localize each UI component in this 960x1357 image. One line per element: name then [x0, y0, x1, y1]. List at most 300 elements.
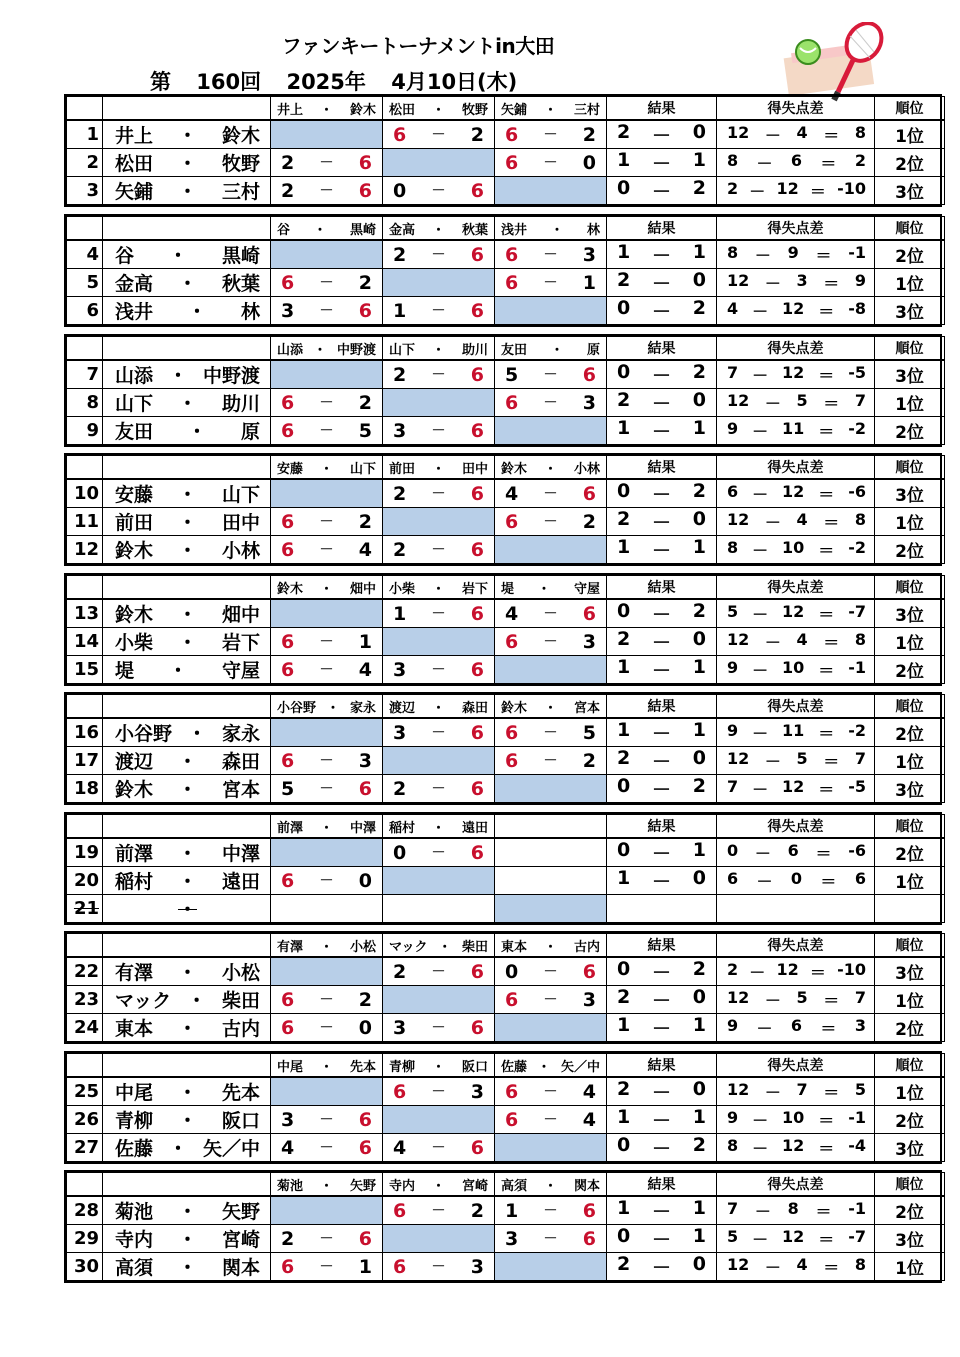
score-opponent: 1: [358, 1255, 372, 1278]
player-1-name: 佐藤: [115, 1138, 154, 1160]
score-opponent: 3: [582, 630, 596, 653]
pair-name: [103, 360, 271, 389]
point-difference: [717, 508, 875, 536]
rank: 2位: [875, 1196, 945, 1225]
match-score: [495, 240, 607, 269]
score-pair: [383, 420, 494, 442]
points-against: 11: [782, 721, 805, 740]
equals: ＝: [823, 991, 840, 1010]
dash: －: [319, 780, 334, 797]
header-rank: 順位: [875, 1054, 945, 1078]
points-for: 12: [727, 1080, 750, 1099]
score-own: 6: [281, 658, 295, 681]
header-result: 結果: [607, 576, 717, 600]
player-2-name: 中野渡: [202, 365, 260, 387]
player-1-name: 東本: [115, 1018, 154, 1040]
player-1-name: 鈴木: [115, 779, 154, 801]
rank: 2位: [875, 1106, 945, 1134]
score-opponent: 6: [358, 179, 372, 202]
separator: ・: [177, 1257, 197, 1279]
losses: 1: [692, 656, 706, 678]
match-score: [271, 269, 383, 297]
standings-table: [66, 933, 945, 1042]
score-opponent: 3: [582, 391, 596, 414]
opponent-header: [271, 97, 383, 121]
match-score: [271, 895, 383, 923]
win-loss-result: [607, 1225, 717, 1253]
opponent-pair: [495, 219, 606, 238]
score-own: 3: [281, 299, 295, 322]
points-for: 4: [727, 299, 739, 318]
point-difference: [717, 838, 875, 867]
table-row: [67, 120, 945, 149]
dash: －: [319, 541, 334, 558]
score-opponent: 6: [470, 960, 484, 983]
losses: 2: [692, 958, 706, 980]
win-loss-result: [607, 177, 717, 205]
opponent-header: [383, 934, 495, 958]
player-2-name: 牧野: [221, 153, 260, 175]
score-own: 6: [505, 123, 519, 146]
header-diff: 得失点差: [717, 1054, 875, 1078]
win-loss-result: [607, 957, 717, 986]
match-score: [495, 718, 607, 747]
dash: －: [764, 1258, 781, 1277]
score-pair: [495, 511, 606, 533]
diff-wrap: [717, 271, 874, 294]
result-pair: [607, 1106, 716, 1133]
player-1-name: 小谷野: [115, 723, 173, 745]
header-row: [67, 337, 945, 361]
pair-name: [103, 656, 271, 684]
wins: 1: [617, 417, 631, 439]
match-score: [495, 149, 607, 177]
score-opponent: 2: [470, 123, 484, 146]
dash: －: [431, 422, 446, 439]
opponent-header: [271, 1173, 383, 1197]
dash: －: [651, 393, 671, 415]
dash: －: [651, 245, 671, 267]
point-balance: -6: [848, 482, 866, 501]
header-result: 結果: [607, 695, 717, 719]
match-score: [495, 599, 607, 628]
equals: ＝: [818, 1111, 835, 1130]
dash: －: [752, 780, 769, 799]
opponent-pair: [271, 339, 382, 358]
result-pair: [607, 600, 716, 627]
point-balance: -2: [848, 538, 866, 557]
pair-name-wrap: [103, 149, 270, 176]
separator: ・: [319, 581, 333, 597]
rank: 1位: [875, 508, 945, 536]
opponent-player-1: 小柴: [389, 581, 416, 597]
points-against: 6: [790, 1016, 803, 1035]
pair-name: [103, 1014, 271, 1042]
header-diff: 得失点差: [717, 97, 875, 121]
self-match-cell: [495, 895, 607, 923]
header-row: [67, 1054, 945, 1078]
point-difference: [717, 1196, 875, 1225]
match-score: [495, 479, 607, 508]
dash: －: [319, 991, 334, 1008]
opponent-pair: [383, 1175, 494, 1194]
opponent-player-1: 浅井: [501, 222, 528, 238]
win-loss-result: [607, 508, 717, 536]
score-own: 3: [393, 721, 407, 744]
header-diff: 得失点差: [717, 337, 875, 361]
separator: ・: [168, 660, 188, 682]
score-own: 6: [505, 988, 519, 1011]
player-2-name: 三村: [221, 181, 260, 203]
separator: ・: [177, 1110, 197, 1132]
points-against: 10: [782, 658, 805, 677]
point-balance: 7: [854, 391, 866, 410]
opponent-player-2: 柴田: [461, 939, 488, 955]
rank: 1位: [875, 747, 945, 775]
opponent-player-2: 先本: [349, 1059, 376, 1075]
dash: －: [543, 752, 558, 769]
result-pair: [607, 747, 716, 774]
opponent-player-1: 寺内: [389, 1178, 416, 1194]
score-opponent: 6: [470, 1136, 484, 1159]
separator: ・: [177, 871, 197, 893]
wins: 1: [617, 1014, 631, 1036]
opponent-pair: [383, 936, 494, 955]
equals: ＝: [818, 422, 835, 441]
match-score: [271, 1014, 383, 1042]
result-pair: [607, 775, 716, 802]
wins: 1: [617, 656, 631, 678]
dash: －: [764, 633, 781, 652]
score-opponent: 2: [582, 123, 596, 146]
point-balance: -7: [848, 602, 866, 621]
group-block: [64, 214, 942, 327]
row-number: 29: [67, 1225, 103, 1253]
point-difference: [717, 1014, 875, 1042]
standings-table: [66, 694, 945, 803]
points-for: 2: [727, 179, 739, 198]
win-loss-result: [607, 747, 717, 775]
point-balance: 2: [854, 151, 866, 170]
score-opponent: 4: [358, 538, 372, 561]
player-1-name: 寺内: [115, 1229, 154, 1251]
losses: 2: [692, 177, 706, 199]
equals: ＝: [818, 661, 835, 680]
pair-name: [103, 1134, 271, 1162]
points-against: 12: [782, 482, 805, 501]
table-row: [67, 389, 945, 417]
separator: ・: [431, 1178, 445, 1194]
match-score: [271, 1253, 383, 1281]
rank: 2位: [875, 1014, 945, 1042]
opponent-player-2: 林: [586, 222, 600, 238]
score-pair: [271, 272, 382, 294]
opponent-pair: [271, 219, 382, 238]
pair-name-wrap: [103, 1197, 270, 1224]
wins: 2: [617, 1253, 631, 1275]
opponent-player-2: 畑中: [349, 581, 376, 597]
dash: －: [319, 394, 334, 411]
points-for: 5: [727, 602, 739, 621]
points-for: 7: [727, 1199, 739, 1218]
dash: －: [752, 366, 769, 385]
table-row: [67, 177, 945, 205]
dash: －: [651, 871, 671, 893]
group-block: [64, 1051, 942, 1164]
point-difference: [717, 360, 875, 389]
result-pair: [607, 867, 716, 894]
point-difference: [717, 1077, 875, 1106]
wins: 0: [617, 177, 631, 199]
pair-name-wrap: [103, 536, 270, 563]
self-match-cell: [383, 986, 495, 1014]
score-pair: [383, 778, 494, 800]
opponent-pair: [271, 578, 382, 597]
equals: ＝: [818, 724, 835, 743]
score-pair: [495, 124, 606, 146]
match-score: [271, 417, 383, 445]
score-opponent: 6: [358, 151, 372, 174]
score-opponent: 6: [358, 1108, 372, 1131]
opponent-pair: [271, 936, 382, 955]
player-2-name: 秋葉: [221, 273, 260, 295]
score-opponent: 4: [358, 658, 372, 681]
group-block: [64, 94, 942, 207]
win-loss-result: [607, 656, 717, 684]
score-own: 6: [505, 630, 519, 653]
player-2-name: 柴田: [221, 990, 260, 1012]
separator: ・: [177, 153, 197, 175]
opponent-player-2: 古内: [573, 939, 600, 955]
points-against: 11: [782, 419, 805, 438]
point-balance: 8: [854, 123, 866, 142]
opponent-header: [383, 337, 495, 361]
score-own: 6: [281, 271, 295, 294]
self-match-cell: [271, 240, 383, 269]
dash: －: [543, 513, 558, 530]
wins: 0: [617, 839, 631, 861]
score-opponent: 6: [470, 363, 484, 386]
dash: －: [752, 302, 769, 321]
score-own: 2: [281, 179, 295, 202]
score-pair: [495, 483, 606, 505]
losses: 1: [692, 1197, 706, 1219]
opponent-header: [495, 337, 607, 361]
pair-name: [103, 1225, 271, 1253]
opponent-pair: [495, 936, 606, 955]
match-score: [495, 269, 607, 297]
score-opponent: 6: [470, 482, 484, 505]
result-pair: [607, 1014, 716, 1041]
header-diff: 得失点差: [717, 456, 875, 480]
score-pair: [495, 392, 606, 414]
self-match-cell: [495, 1014, 607, 1042]
point-balance: -7: [848, 1227, 866, 1246]
separator: ・: [168, 365, 188, 387]
dash: －: [319, 1230, 334, 1247]
player-2-name: 岩下: [221, 632, 260, 654]
diff-wrap: [717, 1016, 874, 1039]
row-number: 4: [67, 240, 103, 269]
dash: －: [764, 126, 781, 145]
equals: ＝: [818, 302, 835, 321]
player-1-name: 友田: [115, 421, 154, 443]
match-score: [383, 479, 495, 508]
separator: ・: [177, 125, 197, 147]
point-balance: -1: [848, 1199, 866, 1218]
score-own: 0: [505, 960, 519, 983]
points-against: 5: [796, 749, 808, 768]
opponent-player-1: 前田: [389, 461, 416, 477]
pair-name-wrap: [103, 958, 270, 985]
table-row: [67, 957, 945, 986]
opponent-pair: [495, 578, 606, 597]
match-score: [383, 1253, 495, 1281]
opponent-pair: [383, 1056, 494, 1075]
points-for: 12: [727, 988, 750, 1007]
score-own: 0: [393, 841, 407, 864]
points-for: 0: [727, 841, 739, 860]
player-2-name: 黒崎: [221, 245, 260, 267]
diff-wrap: [717, 510, 874, 533]
separator: ・: [431, 342, 445, 358]
result-pair: [607, 719, 716, 746]
result-pair: [607, 177, 716, 204]
diff-wrap: [717, 721, 874, 744]
separator: ・: [550, 342, 564, 358]
losses: 2: [692, 480, 706, 502]
separator: ・: [537, 1059, 551, 1075]
point-balance: -1: [848, 658, 866, 677]
score-opponent: 3: [470, 1255, 484, 1278]
opponent-pair: [383, 817, 494, 836]
equals: ＝: [815, 844, 832, 863]
table-row: [67, 149, 945, 177]
separator: ・: [177, 843, 197, 865]
result-pair: [607, 241, 716, 268]
score-pair: [271, 1137, 382, 1159]
wins: 2: [617, 389, 631, 411]
row-number: 26: [67, 1106, 103, 1134]
dash: －: [754, 844, 771, 863]
group-block: [64, 573, 942, 686]
self-match-cell: [271, 1077, 383, 1106]
match-score: [383, 895, 495, 923]
losses: 1: [692, 1106, 706, 1128]
self-match-cell: [271, 479, 383, 508]
tennis-racket-logo: [780, 22, 890, 102]
point-balance: -8: [848, 299, 866, 318]
player-2-name: 矢野: [221, 1201, 260, 1223]
diff-wrap: [717, 777, 874, 800]
header-no: [67, 97, 103, 121]
player-1-name: 中尾: [115, 1082, 154, 1104]
dash: －: [651, 484, 671, 506]
rank: 1位: [875, 628, 945, 656]
header-rank: 順位: [875, 217, 945, 241]
match-score: [383, 177, 495, 205]
self-match-cell: [495, 1253, 607, 1281]
score-opponent: 6: [470, 243, 484, 266]
player-1-name: 稲村: [115, 871, 154, 893]
header-result: 結果: [607, 97, 717, 121]
score-pair: [383, 1081, 494, 1103]
table-row: [67, 867, 945, 895]
table-row: [67, 1253, 945, 1281]
pair-name: [103, 508, 271, 536]
group-block: [64, 931, 942, 1044]
score-pair: [271, 152, 382, 174]
group-block: [64, 453, 942, 566]
self-match-cell: [271, 838, 383, 867]
separator: ・: [431, 461, 445, 477]
standings-table: [66, 1172, 945, 1281]
dash: －: [752, 661, 769, 680]
dash: －: [543, 394, 558, 411]
row-number: 16: [67, 718, 103, 747]
opponent-player-2: 家永: [349, 700, 376, 716]
header-no: [67, 217, 103, 241]
pair-name: [103, 240, 271, 269]
match-score: [495, 957, 607, 986]
opponent-player-1: 渡辺: [389, 700, 416, 716]
points-against: 4: [796, 630, 808, 649]
table-row: [67, 986, 945, 1014]
score-pair: [271, 300, 382, 322]
score-pair: [383, 659, 494, 681]
header-name: [103, 695, 271, 719]
opponent-header: [383, 97, 495, 121]
score-own: 5: [505, 363, 519, 386]
score-opponent: 3: [582, 988, 596, 1011]
opponent-header: [383, 1054, 495, 1078]
diff-wrap: [717, 299, 874, 322]
win-loss-result: [607, 240, 717, 269]
table-row: [67, 718, 945, 747]
equals: ＝: [818, 605, 835, 624]
score-own: 3: [393, 658, 407, 681]
opponent-header: [495, 815, 607, 839]
score-opponent: 6: [582, 1199, 596, 1222]
wins: 0: [617, 775, 631, 797]
dash: －: [651, 125, 671, 147]
equals: ＝: [818, 1230, 835, 1249]
player-2-name: 鈴木: [221, 125, 260, 147]
points-for: 12: [727, 749, 750, 768]
self-match-cell: [495, 417, 607, 445]
score-pair: [495, 1081, 606, 1103]
points-against: 12: [776, 960, 799, 979]
opponent-player-2: 宮崎: [461, 1178, 488, 1194]
pair-name: [103, 838, 271, 867]
win-loss-result: [607, 867, 717, 895]
dash: －: [752, 1139, 769, 1158]
player-1-name: 安藤: [115, 484, 154, 506]
opponent-pair: [383, 697, 494, 716]
player-2-name: 先本: [221, 1082, 260, 1104]
point-balance: 7: [854, 749, 866, 768]
score-pair: [271, 1017, 382, 1039]
dash: －: [319, 633, 334, 650]
opponent-header: [383, 576, 495, 600]
separator: ・: [319, 939, 333, 955]
match-score: [383, 775, 495, 803]
player-2-name: 林: [240, 301, 260, 323]
opponent-player-1: 東本: [501, 939, 528, 955]
rank: 2位: [875, 240, 945, 269]
wins: 0: [617, 297, 631, 319]
win-loss-result: [607, 269, 717, 297]
